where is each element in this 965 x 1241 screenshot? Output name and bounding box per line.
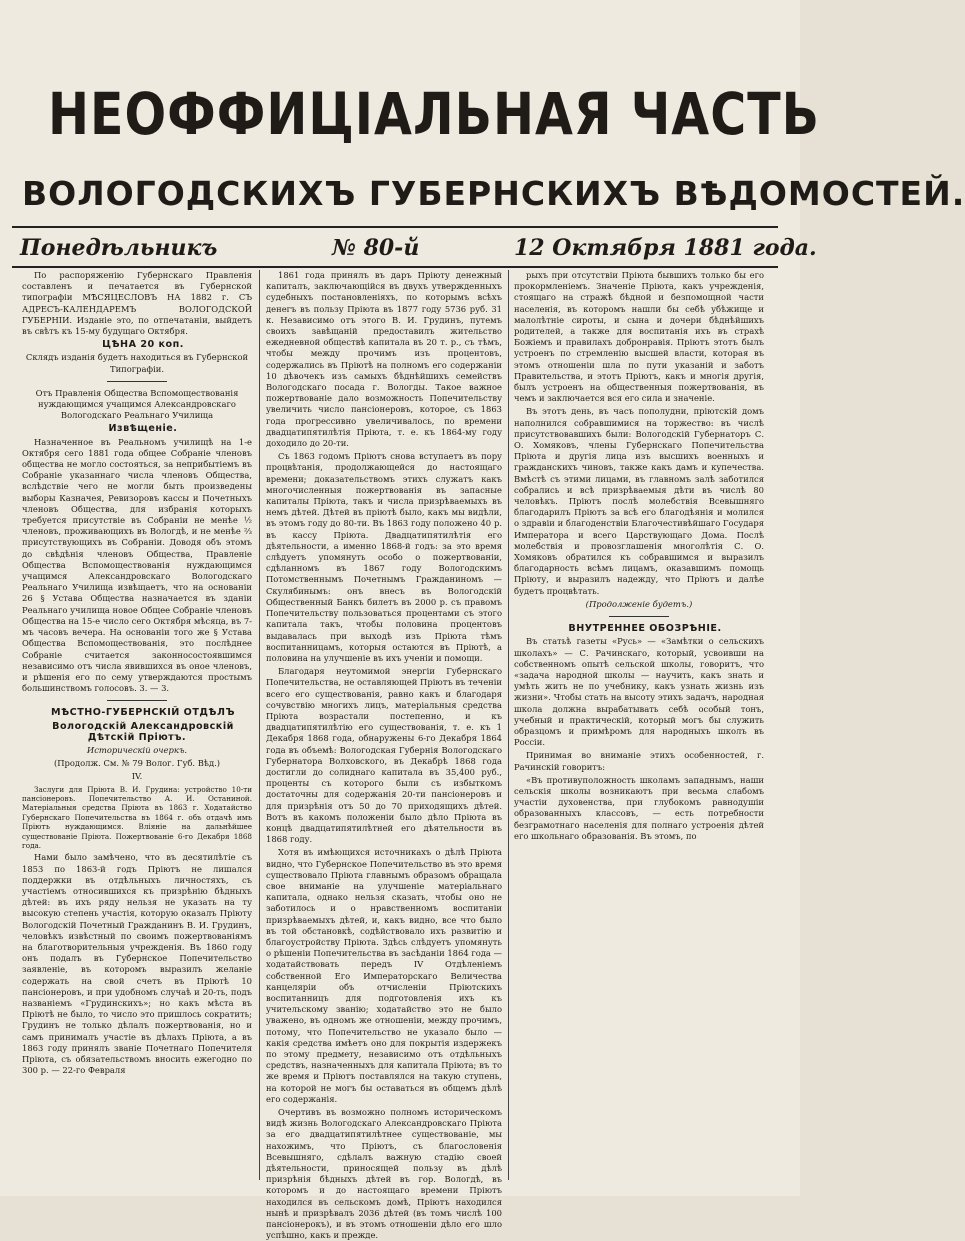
paragraph: Хотя въ имѣющихся источникахъ о дѣлѣ Пріюта видно, что Губернское Попечительство въ это время существовало Пріюта главнымъ образомъ обращала свое вниманіе на улучшеніе матеріальнаго капитала, однако нельзя сказать, чтобы оно не заботилось и о нравственномъ воспитаніи призрѣваемыхъ дѣтей, и, какъ видно, все что было въ той обстановкѣ, содѣйствовало ихъ развитію и благоустройству Пріюта. Здѣсь слѣдуетъ упомянуть о рѣшеніи Попечительства въ засѣданіи 1864 года — ходатайствовать передъ IV Отдѣленіемъ собственной Его Императорскаго Величества канцеляріи объ отчисленіи Пріютскихъ воспитанницъ для подготовленія ихъ къ учительскому званію; ходатайство это не было уважено, въ одномъ же отношеніи, между прочимъ, потому, что Попечительство не указало было — какія средства имѣетъ оно для покрытія издержекъ по этому предмету, независимо отъ отдѣльныхъ средствъ, назначенныхъ для капитала Пріюта; въ то же время и Пріютъ поставлялся на такую ступень, на которой не могъ бы оставаться въ общемъ дѣлѣ его содержанія. <box>266 847 502 1104</box>
article-subtitle: Историческій очеркъ. <box>86 744 188 755</box>
paragraph: Принимая во вниманіе этихъ особенностей, г. Рачинскій говоритъ: <box>514 750 764 772</box>
bottom-rule <box>12 266 778 268</box>
paragraph: Очертивъ въ возможно полномъ историческомъ видѣ жизнь Вологодскаго Александровскаго Пріюта за его двадцатипятилѣтнее существованіе, мы нахожимъ, что Пріютъ, съ благословенія Всевышняго, сдѣлалъ важную стадію своей дѣятельности, приносящей пользу въ дѣлѣ призрѣнія бѣдныхъ дѣтей въ гор. Вологдѣ, въ которомъ и до настоящаго времени Пріютъ находился въ сельскомъ домѣ, Пріютъ находился нынѣ и призрѣвалъ 2036 дѣтей (въ томъ числѣ 100 пансіонерокъ), и въ этомъ отношеніи дѣло его шло успѣшно, какъ и прежде. <box>266 1107 502 1241</box>
dateline <box>14 235 817 265</box>
article-continuation: (Продолж. См. № 79 Волог. Губ. Вѣд.) <box>53 758 221 769</box>
column-3 <box>514 270 764 1180</box>
price-heading: ЦѢНА 20 коп. <box>102 339 184 351</box>
storage-note: Склядъ изданія будетъ находиться въ Губернской Типографіи. <box>25 352 249 374</box>
column-1 <box>22 270 252 1180</box>
paragraph: Въ этотъ день, въ часъ пополудни, пріютскій домъ наполнился собравшимися на торжество: въ числѣ присутствовавшихъ были: Вологодскій Губернаторъ С. О. Хомяковъ, члены Губернскаго Попечительства Пріюта и другія лица изъ высшихъ военныхъ и гражданскихъ чиновъ, также какъ дамъ и купечества. Вмѣстѣ съ этими лицами, въ главномъ залѣ заботился собрались и всѣ призрѣваемыя дѣти въ числѣ 80 человѣкъ. Пріютъ послѣ молебствія Всевышняго благодарилъ Пріютъ за всѣ его благодѣянія и молился о здравіи и благоденствіи Благочестивѣйшаго Государя Императора и всего Царствующаго Дома. Послѣ молебствія и провозглашенія многолѣтія С. О. Хомяковъ обратился къ собравшимся и выразилъ благодарность всѣмъ лицамъ, оказавшимъ помощь Пріюту, и выразилъ надежду, что Пріютъ и далѣе будетъ процвѣтать. <box>514 406 764 596</box>
dateline-day: Понедѣльникъ <box>20 235 218 261</box>
notice-intro: По распоряженію Губернскаго Правленія составленъ и печатается въ Губернской типографіи МѢСЯЦЕСЛОВЪ НА 1882 г. СЪ АДРЕСЪ-КАЛЕНДАРЕМЪ ВОЛОГОДСКОЙ ГУБЕРНІИ. Изданіе это, по отпечатаніи, выйдетъ въ свѣтъ къ 15-му будущаго Октября. <box>22 270 252 337</box>
masthead-subtitle: ВОЛОГОДСКИХЪ ГУБЕРНСКИХЪ ВѢДОМОСТЕЙ. <box>22 174 965 213</box>
continued-note: (Продолженіе будетъ.) <box>585 598 693 609</box>
separator <box>107 381 167 382</box>
paragraph: Въ статьѣ газеты «Русь» — «Замѣтки о сельскихъ школахъ» — С. Рачинскаго, который, усвоивши на собственномъ опытѣ сельской школы, говоритъ, что «задача народной школы — научить, какъ знать и умѣть жить не по учебнику, какъ узнать жизнь изъ жизни». Чтобы стать на высоту этихъ задачъ, народная школа должна вырабатывать себѣ особый тонъ, учебный и практическій, который могъ бы служить образцомъ и примѣромъ для народныхъ школъ въ Россіи. <box>514 636 764 748</box>
notice-heading: Извѣщеніе. <box>108 423 178 435</box>
paragraph: рыхъ при отсутствіи Пріюта бывшихъ только бы его прокормленіемъ. Значеніе Пріюта, какъ учрежденія, стоящаго на стражѣ бѣдной и безпомощной части населенія, въ которомъ нашли бы себѣ убѣжище и малолѣтніе сироты, и сына и дочери бѣднѣйшихъ родителей, а также для воспитанія ихъ въ страхѣ Божіемъ и правилахъ добронравія. Пріютъ этотъ былъ устроенъ по стремленію высшей власти, которая въ этомъ отношеніи шла по пути указаній и заботъ Правительства, и этотъ Пріютъ, какъ и многія другія, былъ устроенъ на общественныя пожертвованія, въ чемъ и заключается вся его сила и значеніе. <box>514 270 764 404</box>
masthead-title: НЕОФФИЦІАЛЬНАЯ ЧАСТЬ <box>48 80 820 149</box>
column-2 <box>266 270 502 1241</box>
dateline-number: № 80-й <box>332 235 420 261</box>
society-intro: Отъ Правленія Общества Вспомоществованія нуждающимся учащимся Александровскаго Вологодскаго Реальнаго Училища <box>35 387 239 421</box>
column-divider-2 <box>508 270 509 1180</box>
article-body: Нами было замѣчено, что въ десятилѣтіе съ 1853 по 1863-й годъ Пріютъ не лишался поддержки въ отдѣльныхъ личностяхъ, съ участіемъ относившихся къ призрѣнію бѣдныхъ дѣтей: въ ихъ ряду нельзя не указать на ту высокую степень участія, которую оказалъ Пріюту Вологодскій Почетный Гражданинъ В. И. Грудинъ, человѣкъ извѣстный по своимъ пожертвованіямъ на благотворительныя учрежденія. Въ 1860 году онъ подалъ въ Губернское Попечительство заявленіе, въ которомъ выразилъ желаніе содержать на свой счетъ въ Пріютѣ 10 пансіонеровъ, и при удобномъ случаѣ и 20-ть, подъ названіемъ «Грудинскихъ»; но какъ мѣста въ Пріютѣ не было, то число это пришлось сократить; Грудинъ не только дѣлалъ пожертвованія, но и самъ принималъ участіе въ дѣлахъ Пріюта, а въ 1863 году принялъ званіе Почетнаго Попечителя Пріюта, съ обязательствомъ вносить ежегодно по 300 р. — 22-го Февраля <box>22 852 252 1076</box>
paragraph: Съ 1863 годомъ Пріютъ снова вступаетъ въ пору процвѣтанія, продолжающейся до настоящаго времени; доказательствомъ этихъ служатъ какъ многочисленныя пожертвованія въ запасные капиталы Пріюта, такъ и числа призрѣваемыхъ въ немъ дѣтей. Дѣтей въ пріютѣ было, какъ мы видѣли, въ этомъ году до 80-ти. Въ 1863 году положено 40 р. въ кассу Пріюта. Двадцатипятилѣтія его дѣятельности, а именно 1868-й годъ: за это время слѣдуетъ упомянуть особо о пожертвованіи, сдѣланномъ въ 1867 году Вологодскимъ Потомственнымъ Почетнымъ Гражданиномъ — Скулябинымъ: онъ внесъ въ Вологодскій Общественный Банкъ билетъ въ 2000 р. съ правомъ Попечительству пользоваться процентами съ этого капитала такъ, чтобы половина процентовъ выдавалась при выходѣ изъ Пріюта тѣмъ воспитанницамъ, которыя остаются въ Пріютѣ, а половина на улучшеніе въ ихъ ученіи и помощи. <box>266 451 502 663</box>
top-rule <box>12 226 778 228</box>
separator <box>107 700 167 701</box>
paragraph: Благодаря неутомимой энергіи Губернскаго Попечительства, не оставляющей Пріютъ въ теченіи всего его существованія, равно какъ и благодаря сочувствію многихъ лицъ, матеріальныя средства Пріюта возрастали постепенно, и къ двадцатипятилѣтію его существованія, т. е. къ 1 Декабря 1868 года, обнаружены 6-го Декабря 1864 года въ объемѣ: Вологодская Губернія Вологодскаго Губернатора Волховского, въ Декабрѣ 1868 года достигли до солиднаго капитала въ 35,400 руб., проценты съ которого были съ избыткомъ достаточны для содержанія 20-ти пансіонеровъ и для призрѣнія отъ 50 до 70 приходящихъ дѣтей. Вотъ въ какомъ положеніи было дѣло Пріюта въ концѣ двадцатипятилѣтней его дѣятельности въ 1868 году. <box>266 666 502 845</box>
separator <box>609 616 669 617</box>
section-heading-internal: ВНУТРЕННЕЕ ОБОЗРѢНІЕ. <box>568 623 722 635</box>
paragraph: 1861 года принялъ въ даръ Пріюту денежный капиталъ, заключающійся въ двухъ утвержденныхъ судебныхъ постановленіяхъ, по которымъ всѣхъ денегъ въ пользу Пріюта въ 1877 году 5736 руб. 31 к. Независимо отъ этого В. И. Грудинъ, путемъ своихъ завѣщаній предоставилъ жительство ежедневной обществѣ капитала въ 20 т. р., съ тѣмъ, чтобы между прочимъ изъ процентовъ, содержались въ Пріютѣ на полномъ его содержаніи 10 дѣвочекъ изъ самыхъ бѣднѣйшихъ семействъ Вологодскаго посада г. Вологды. Такое важное пожертвованіе дало возможность Попечительству увеличить число пансіонеровъ, которое, съ 1863 года прогрессивно увеличивалось, по времени двадцатипятилѣтія Пріюта, т. е. къ 1864-му году доходило до 20-ти. <box>266 270 502 449</box>
section-heading-local: МѢСТНО-ГУБЕРНСКІЙ ОТДѢЛЪ <box>51 707 235 719</box>
notice-body: Назначенное въ Реальномъ училищѣ на 1-е Октября сего 1881 года общее Собраніе членовъ общества не могло состояться, за неприбытіемъ въ Собраніе указаннаго числа членовъ Общества, вслѣдствіе чего не могли быть произведены выборы Казначея, Ревизоровъ кассы и Почетныхъ членовъ Общества, для избранія которыхъ требуется присутствіе въ Собраніи не менѣе ½ членовъ, проживающихъ въ Вологдѣ, и не менѣе ⅔ присутствующихъ въ Собраніи. Доводя объ этомъ до свѣдѣнія членовъ Общества, Правленіе Общества Вспомоществованія нуждающимся учащимся Александровскаго Вологодскаго Реальнаго Училища извѣщаетъ, что на основаніи 26 § Устава Общества назначается въ зданіи Реальнаго училища новое Общее Собраніе членовъ Общества на 15-е число сего Октября мѣсяца, въ 7-мъ часовъ вечера. На основаніи того же § Устава Общества Вспомоществованія, это послѣднее Собраніе считается законносостоявшимся независимо отъ числа явившихся въ оное членовъ, и рѣшенія его по сему утверждаются простымъ большинствомъ голосовъ. 3. — 3. <box>22 436 252 694</box>
column-divider-1 <box>259 270 260 1180</box>
paragraph: «Въ противуположность школамъ западнымъ, наши сельскія школы возникаютъ при весьма слабомъ участіи духовенства, при глубокомъ равнодушіи образованныхъ классовъ, — есть потребности безграмотнаго населенія для полнаго устроенія дѣтей его школьнаго образованія. Въ этомъ, по <box>514 774 764 841</box>
dateline-date: 12 Октября 1881 года. <box>514 235 817 261</box>
article-summary: Заслуги для Пріюта В. И. Грудина: устройство 10-ти пансіонеровъ. Попечительство А. И. Останиной. Матеріальныя средства Пріюта въ 1863 г. Ходатайство Губернскаго Попечительства въ 1864 г. объ отдачѣ имъ Пріютъ нуждающимся. Вліяніе на дальнѣйшее существованіе Пріюта. Пожертвованіе 6-го Декабря 1868 года. <box>22 784 252 850</box>
article-title: Вологодскій Александровскій Дѣтскій Пріютъ. <box>52 720 234 743</box>
article-part: IV. <box>131 771 143 782</box>
